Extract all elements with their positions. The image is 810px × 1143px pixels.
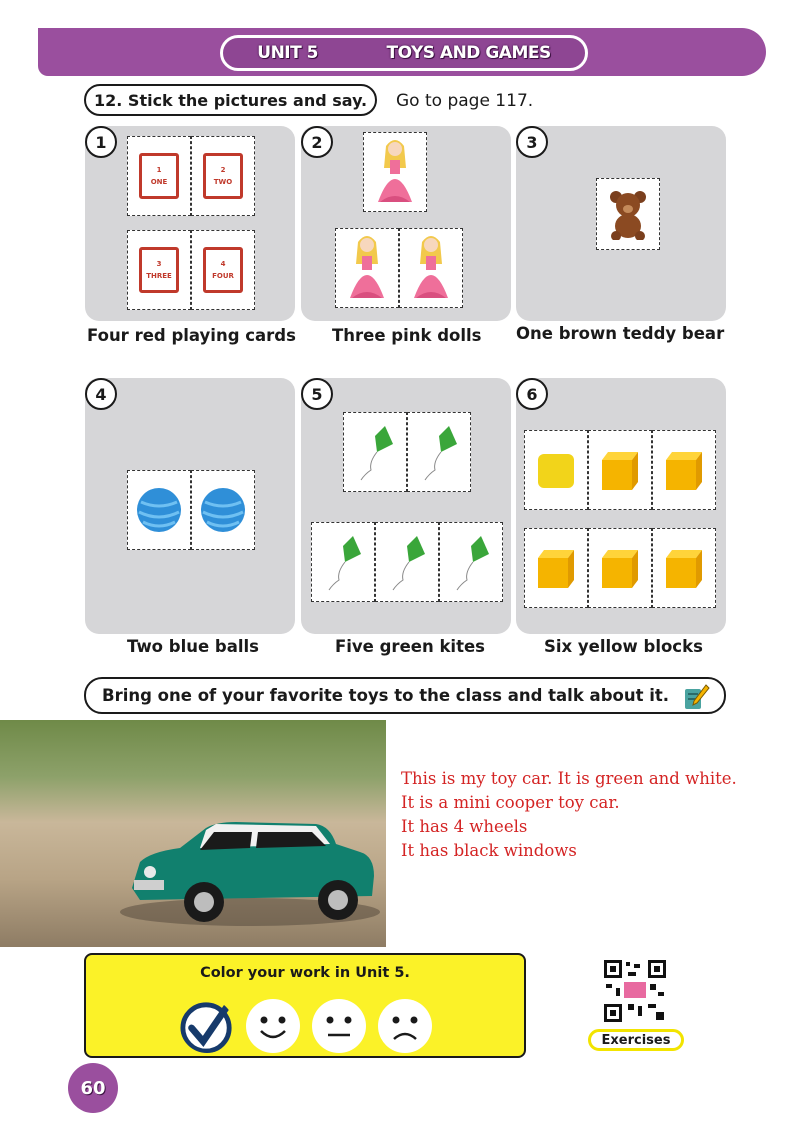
kite-tile-2 [407, 412, 471, 492]
kite-tile-5 [439, 522, 503, 602]
task-hint: Go to page 117. [396, 91, 534, 111]
page-number: 60 [68, 1063, 118, 1113]
card-tile-4 [191, 230, 255, 310]
playing-card-icon: 4 FOUR [203, 247, 243, 293]
block-icon [598, 546, 642, 590]
panel-4 [85, 378, 295, 634]
block-tile-4 [524, 528, 588, 608]
exercises-label[interactable]: Exercises [588, 1029, 684, 1051]
example-line-4: It has black windows [401, 841, 577, 860]
kite-icon [353, 422, 397, 482]
panel-6 [516, 378, 726, 634]
panel-2 [301, 126, 511, 321]
panel-1 [85, 126, 295, 321]
card-tile-2 [191, 136, 255, 216]
block-tile-1 [524, 430, 588, 510]
neutral-face-icon[interactable] [312, 999, 366, 1053]
happy-face-icon[interactable] [246, 999, 300, 1053]
book-pencil-icon [682, 683, 710, 711]
doll-tile-3 [399, 228, 463, 308]
kite-tile-1 [343, 412, 407, 492]
doll-icon [370, 136, 420, 208]
block-icon [598, 448, 642, 492]
kite-icon [417, 422, 461, 482]
bring-toy-text: Bring one of your favorite toys to the class and talk about it. [102, 686, 670, 705]
toy-car-icon [0, 720, 386, 947]
checkmark-icon[interactable] [180, 999, 234, 1053]
kite-icon [449, 532, 493, 592]
ball-icon [199, 486, 247, 534]
panel-number-6: 6 [516, 378, 548, 410]
block-tile-2 [588, 430, 652, 510]
bring-toy-instruction [84, 677, 726, 714]
ball-tile-1 [127, 470, 191, 550]
doll-tile-2 [335, 228, 399, 308]
kite-icon [385, 532, 429, 592]
block-icon [534, 546, 578, 590]
ball-tile-2 [191, 470, 255, 550]
playing-card-icon: 1 ONE [139, 153, 179, 199]
playing-card-icon: 3 THREE [139, 247, 179, 293]
kite-icon [321, 532, 365, 592]
doll-icon [342, 232, 392, 304]
task-title: 12. Stick the pictures and say. [84, 84, 377, 116]
panel-number-1: 1 [85, 126, 117, 158]
doll-tile-1 [363, 132, 427, 212]
unit-label: UNIT 5 [257, 43, 318, 63]
doll-icon [406, 232, 456, 304]
block-icon [662, 448, 706, 492]
panel-caption-5: Five green kites [335, 637, 485, 656]
example-line-1: This is my toy car. It is green and white. [401, 769, 737, 788]
unit-title-pill [220, 35, 588, 71]
panel-number-3: 3 [516, 126, 548, 158]
kite-tile-3 [311, 522, 375, 602]
teddy-bear-icon [606, 188, 650, 240]
example-line-3: It has 4 wheels [401, 817, 528, 836]
card-tile-3 [127, 230, 191, 310]
ball-icon [135, 486, 183, 534]
panel-3 [516, 126, 726, 321]
kite-tile-4 [375, 522, 439, 602]
self-assessment-title: Color your work in Unit 5. [200, 965, 410, 981]
qr-code-icon[interactable] [602, 958, 668, 1024]
panel-number-5: 5 [301, 378, 333, 410]
panel-caption-2: Three pink dolls [332, 326, 482, 345]
panel-caption-6: Six yellow blocks [544, 637, 703, 656]
block-tile-6 [652, 528, 716, 608]
example-line-2: It is a mini cooper toy car. [401, 793, 620, 812]
panel-5 [301, 378, 511, 634]
block-tile-3 [652, 430, 716, 510]
card-tile-1 [127, 136, 191, 216]
playing-card-icon: 2 TWO [203, 153, 243, 199]
toy-car-photo [0, 720, 386, 947]
panel-number-4: 4 [85, 378, 117, 410]
panel-number-2: 2 [301, 126, 333, 158]
panel-caption-4: Two blue balls [127, 637, 259, 656]
block-icon [534, 448, 578, 492]
teddy-tile [596, 178, 660, 250]
block-icon [662, 546, 706, 590]
panel-caption-1: Four red playing cards [87, 326, 296, 345]
panel-caption-3: One brown teddy bear [516, 324, 725, 343]
sad-face-icon[interactable] [378, 999, 432, 1053]
self-assessment-box [84, 953, 526, 1058]
block-tile-5 [588, 528, 652, 608]
unit-title: TOYS AND GAMES [386, 43, 551, 63]
